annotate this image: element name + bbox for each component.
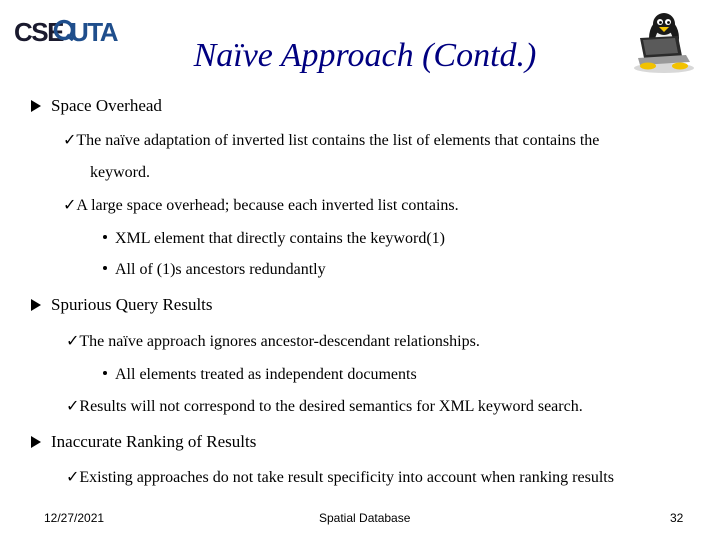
- checkmark-icon: ✓: [66, 333, 80, 350]
- checkmark-icon: ✓: [66, 398, 80, 415]
- outline-item: ✓The naïve approach ignores ancestor-descendant relationships.: [66, 333, 480, 350]
- penguin-laptop-icon: [628, 8, 698, 74]
- outline-item: keyword.: [90, 164, 150, 181]
- arrow-bullet-icon: [31, 100, 41, 112]
- page-number: 32: [670, 511, 684, 525]
- outline-item: ✓A large space overhead; because each inverted list contains.: [63, 197, 459, 214]
- checkmark-icon: ✓: [66, 469, 80, 486]
- outline-item: All of (1)s ancestors redundantly: [103, 260, 326, 280]
- outline-item: All elements treated as independent documents: [103, 365, 417, 385]
- dot-bullet-icon: [103, 371, 107, 375]
- outline-item: ✓Results will not correspond to the desired semantics for XML keyword search.: [66, 398, 583, 415]
- footer-date: 12/27/2021: [44, 511, 105, 525]
- outline-item: ✓The naïve adaptation of inverted list contains the list of elements that contains the: [63, 132, 600, 149]
- outline-item: Inaccurate Ranking of Results: [31, 432, 256, 452]
- outline-item: ✓Existing approaches do not take result specificity into account when ranking results: [66, 469, 614, 486]
- dot-bullet-icon: [103, 266, 107, 270]
- outline-item: Spurious Query Results: [31, 295, 213, 315]
- outline-item: Space Overhead: [31, 96, 162, 116]
- cse-uta-logo: CSE UTA: [14, 17, 118, 47]
- arrow-bullet-icon: [31, 299, 41, 311]
- outline-item: XML element that directly contains the keyword(1): [103, 229, 445, 249]
- arrow-bullet-icon: [31, 436, 41, 448]
- slide-title: Naïve Approach (Contd.): [193, 37, 537, 74]
- dot-bullet-icon: [103, 235, 107, 239]
- checkmark-icon: ✓: [63, 132, 77, 149]
- footer-course: Spatial Database: [319, 511, 411, 525]
- checkmark-icon: ✓: [63, 197, 77, 214]
